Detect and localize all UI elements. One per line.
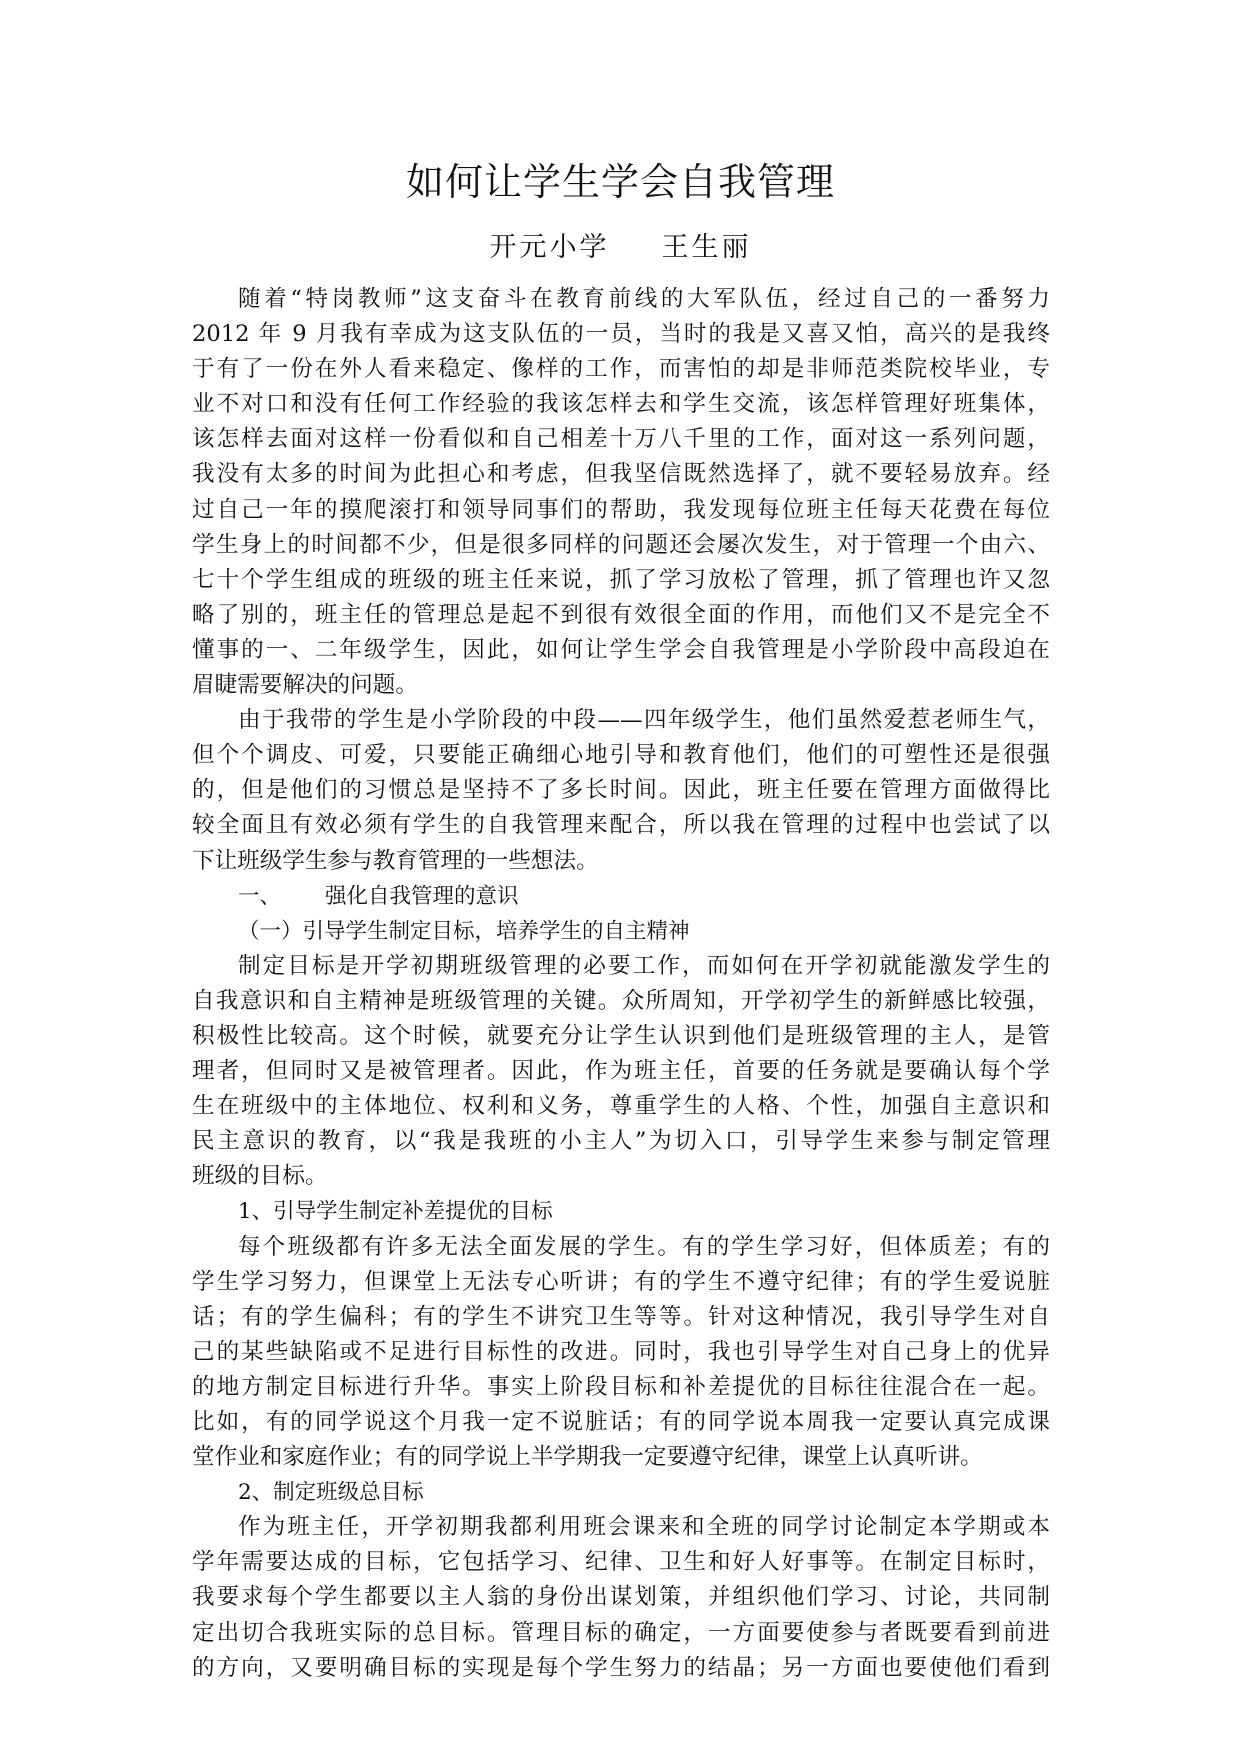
text-line: 该怎样去面对这样一份看似和自己相差十万八千里的工作，面对这一系列问题， xyxy=(192,426,1050,453)
text-line: 由于我带的学生是小学阶段的中段——四年级学生，他们虽然爱惹老师生气， xyxy=(238,707,1050,734)
text-line: 2012 年 9 月我有幸成为这支队伍的一员，当时的我是又喜又怕，高兴的是我终 xyxy=(192,321,1050,348)
text-line: 生在班级中的主体地位、权利和义务，尊重学生的人格、个性，加强自主意识和 xyxy=(192,1093,1050,1120)
text-line: 堂作业和家庭作业；有的同学说上半学期我一定要遵守纪律，课堂上认真听讲。 xyxy=(192,1444,983,1471)
text-line: 班级的目标。 xyxy=(192,1163,328,1190)
author-name: 王生丽 xyxy=(661,232,752,263)
section-title: 强化自我管理的意识 xyxy=(325,883,519,909)
author-byline xyxy=(0,228,1241,268)
text-line: 过自己一年的摸爬滚打和领导同事们的帮助，我发现每位班主任每天花费在每位 xyxy=(192,496,1050,523)
text-line: 的方向，又要明确目标的实现是每个学生努力的结晶；另一方面也要使他们看到 xyxy=(192,1654,1050,1681)
paragraph-4 xyxy=(192,1230,1050,1476)
text-line: 每个班级都有许多无法全面发展的学生。有的学生学习好，但体质差；有的 xyxy=(238,1233,1050,1260)
section-number: 一、 xyxy=(238,883,282,909)
section-heading xyxy=(192,879,1050,914)
text-line: 积极性比较高。这个时候，就要充分让学生认识到他们是班级管理的主人，是管 xyxy=(192,1022,1050,1049)
list-item-heading: 1、引导学生制定补差提优的目标 xyxy=(238,1199,553,1225)
text-line: 学年需要达成的目标，它包括学习、纪律、卫生和好人好事等。在制定目标时， xyxy=(192,1549,1050,1576)
text-line: 七十个学生组成的班级的班主任来说，抓了学习放松了管理，抓了管理也许又忽 xyxy=(192,566,1050,593)
text-line: 学生学习努力，但课堂上无法专心听讲；有的学生不遵守纪律；有的学生爱说脏 xyxy=(192,1268,1050,1295)
text-line: 的，但是他们的习惯总是坚持不了多长时间。因此，班主任要在管理方面做得比 xyxy=(192,777,1050,804)
text-line: 的地方制定目标进行升华。事实上阶段目标和补差提优的目标往往混合在一起。 xyxy=(192,1373,1050,1400)
author-school: 开元小学 xyxy=(489,232,610,263)
text-line: 民主意识的教育，以“我是我班的小主人”为切入口，引导学生来参与制定管理 xyxy=(192,1128,1050,1155)
paragraph-2 xyxy=(192,703,1050,878)
document-body xyxy=(192,282,1050,1686)
text-line: 话；有的学生偏科；有的学生不讲究卫生等等。针对这种情况，我引导学生对自 xyxy=(192,1303,1050,1330)
text-line: 懂事的一、二年级学生，因此，如何让学生学会自我管理是小学阶段中高段迫在 xyxy=(192,636,1050,663)
list-item-heading: 2、制定班级总目标 xyxy=(238,1480,424,1506)
text-line: 但个个调皮、可爱，只要能正确细心地引导和教育他们，他们的可塑性还是很强 xyxy=(192,742,1050,769)
text-line: 略了别的，班主任的管理总是起不到很有效很全面的作用，而他们又不是完全不 xyxy=(192,601,1050,628)
text-line: 我没有太多的时间为此担心和考虑，但我坚信既然选择了，就不要轻易放弃。经 xyxy=(192,461,1050,488)
text-line: 定出切合我班实际的总目标。管理目标的确定，一方面要使参与者既要看到前进 xyxy=(192,1619,1050,1646)
text-line: 理者，但同时又是被管理者。因此，作为班主任，首要的任务就是要确认每个学 xyxy=(192,1058,1050,1085)
text-line: 自我意识和自主精神是班级管理的关键。众所周知，开学初学生的新鲜感比较强， xyxy=(192,987,1050,1014)
text-line: 业不对口和没有任何工作经验的我该怎样去和学生交流，该怎样管理好班集体， xyxy=(192,391,1050,418)
text-line: 制定目标是开学初期班级管理的必要工作，而如何在开学初就能激发学生的 xyxy=(238,952,1050,979)
text-line: 下让班级学生参与教育管理的一些想法。 xyxy=(192,847,599,874)
text-line: 学生身上的时间都不少，但是很多同样的问题还会屡次发生，对于管理一个由六、 xyxy=(192,531,1050,558)
paragraph-3 xyxy=(192,949,1050,1195)
text-line: 己的某些缺陷或不足进行目标性的改进。同时，我也引导学生对自己身上的优异 xyxy=(192,1338,1050,1365)
subsection-heading: （一）引导学生制定目标，培养学生的自主精神 xyxy=(238,918,690,944)
paragraph-1 xyxy=(192,282,1050,703)
text-line: 比如，有的同学说这个月我一定不说脏话；有的同学说本周我一定要认真完成课 xyxy=(192,1409,1050,1435)
text-line: 作为班主任，开学初期我都利用班会课来和全班的同学讨论制定本学期或本 xyxy=(238,1514,1050,1541)
text-line: 较全面且有效必须有学生的自我管理来配合，所以我在管理的过程中也尝试了以 xyxy=(192,812,1050,839)
text-line: 随着“特岗教师”这支奋斗在教育前线的大军队伍，经过自己的一番努力 xyxy=(238,286,1050,312)
document-title: 如何让学生学会自我管理 xyxy=(405,160,835,204)
text-line: 于有了一份在外人看来稳定、像样的工作，而害怕的却是非师范类院校毕业，专 xyxy=(192,356,1050,383)
paragraph-5 xyxy=(192,1510,1050,1685)
text-line: 我要求每个学生都要以主人翁的身份出谋划策，并组织他们学习、讨论，共同制 xyxy=(192,1584,1050,1611)
text-line: 眉睫需要解决的问题。 xyxy=(192,672,418,699)
